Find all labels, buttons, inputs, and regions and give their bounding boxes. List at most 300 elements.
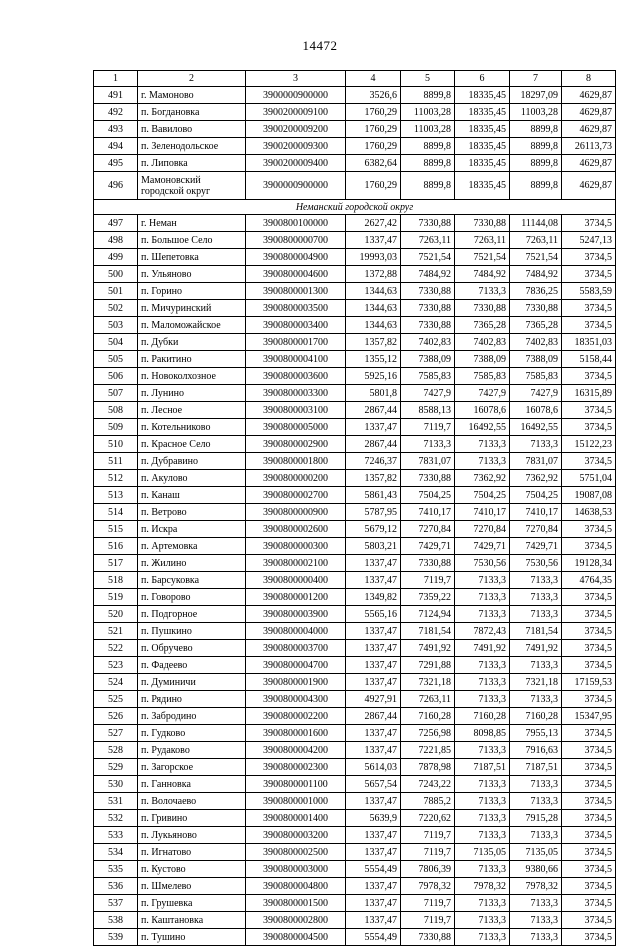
value-col-8: 3734,5 <box>562 300 616 317</box>
value-col-5: 7119,7 <box>401 895 455 912</box>
value-col-8: 4629,87 <box>562 155 616 172</box>
value-col-7: 7916,63 <box>510 742 562 759</box>
oktmo-code: 3900800001200 <box>246 589 346 606</box>
value-col-4: 5639,9 <box>346 810 401 827</box>
table-row <box>94 138 616 155</box>
value-col-7: 16078,6 <box>510 402 562 419</box>
value-col-5: 7256,98 <box>401 725 455 742</box>
row-number: 505 <box>94 351 138 368</box>
value-col-6: 7133,3 <box>455 742 510 759</box>
value-col-6: 18335,45 <box>455 155 510 172</box>
table-row <box>94 283 616 300</box>
value-col-7: 7187,51 <box>510 759 562 776</box>
row-number: 494 <box>94 138 138 155</box>
value-col-8: 3734,5 <box>562 368 616 385</box>
section-title: Неманский городской округ <box>94 200 616 215</box>
row-number: 501 <box>94 283 138 300</box>
value-col-4: 5803,21 <box>346 538 401 555</box>
value-col-8: 4629,87 <box>562 172 616 200</box>
oktmo-code: 3900800003000 <box>246 861 346 878</box>
value-col-7: 7388,09 <box>510 351 562 368</box>
value-col-7: 7978,32 <box>510 878 562 895</box>
settlement-name: п. Красное Село <box>138 436 246 453</box>
oktmo-code: 3900800005000 <box>246 419 346 436</box>
value-col-7: 7133,3 <box>510 691 562 708</box>
value-col-6: 7402,83 <box>455 334 510 351</box>
row-number: 534 <box>94 844 138 861</box>
value-col-6: 7530,56 <box>455 555 510 572</box>
settlement-name: п. Мичуринский <box>138 300 246 317</box>
table-row <box>94 453 616 470</box>
row-number: 537 <box>94 895 138 912</box>
value-col-5: 7359,22 <box>401 589 455 606</box>
row-number: 522 <box>94 640 138 657</box>
value-col-7: 11003,28 <box>510 104 562 121</box>
value-col-4: 1337,47 <box>346 419 401 436</box>
oktmo-code: 3900800001900 <box>246 674 346 691</box>
oktmo-code: 3900200009300 <box>246 138 346 155</box>
oktmo-code: 3900800002700 <box>246 487 346 504</box>
value-col-7: 7133,3 <box>510 657 562 674</box>
settlement-name: п. Игнатово <box>138 844 246 861</box>
value-col-8: 3734,5 <box>562 657 616 674</box>
value-col-7: 7484,92 <box>510 266 562 283</box>
table-row <box>94 589 616 606</box>
value-col-6: 7491,92 <box>455 640 510 657</box>
value-col-8: 3734,5 <box>562 776 616 793</box>
value-col-5: 7321,18 <box>401 674 455 691</box>
row-number: 539 <box>94 929 138 946</box>
value-col-7: 7321,18 <box>510 674 562 691</box>
value-col-4: 5787,95 <box>346 504 401 521</box>
value-col-7: 7133,3 <box>510 436 562 453</box>
value-col-8: 3734,5 <box>562 742 616 759</box>
value-col-7: 7133,3 <box>510 776 562 793</box>
settlement-name: п. Артемовка <box>138 538 246 555</box>
value-col-6: 7187,51 <box>455 759 510 776</box>
oktmo-code: 3900800000200 <box>246 470 346 487</box>
table-row <box>94 385 616 402</box>
value-col-8: 16315,89 <box>562 385 616 402</box>
table-row <box>94 895 616 912</box>
row-number: 536 <box>94 878 138 895</box>
row-number: 508 <box>94 402 138 419</box>
value-col-6: 16492,55 <box>455 419 510 436</box>
value-col-6: 7429,71 <box>455 538 510 555</box>
value-col-4: 1337,47 <box>346 640 401 657</box>
settlement-name: п. Дубравино <box>138 453 246 470</box>
value-col-4: 5861,43 <box>346 487 401 504</box>
value-col-4: 6382,64 <box>346 155 401 172</box>
table-row <box>94 317 616 334</box>
value-col-5: 7504,25 <box>401 487 455 504</box>
value-col-8: 15122,23 <box>562 436 616 453</box>
value-col-7: 7133,3 <box>510 929 562 946</box>
value-col-6: 7133,3 <box>455 912 510 929</box>
settlement-name: п. Тушино <box>138 929 246 946</box>
table-row <box>94 691 616 708</box>
value-col-5: 7521,54 <box>401 249 455 266</box>
table-row <box>94 215 616 232</box>
value-col-7: 7521,54 <box>510 249 562 266</box>
value-col-6: 7427,9 <box>455 385 510 402</box>
row-number: 518 <box>94 572 138 589</box>
value-col-5: 7402,83 <box>401 334 455 351</box>
table-row <box>94 912 616 929</box>
value-col-7: 8899,8 <box>510 172 562 200</box>
value-col-4: 2867,44 <box>346 402 401 419</box>
settlement-name: п. Липовка <box>138 155 246 172</box>
oktmo-code: 3900800003200 <box>246 827 346 844</box>
value-col-7: 7133,3 <box>510 606 562 623</box>
value-col-5: 7330,88 <box>401 317 455 334</box>
value-col-5: 7133,3 <box>401 436 455 453</box>
value-col-5: 8899,8 <box>401 138 455 155</box>
row-number: 520 <box>94 606 138 623</box>
settlement-name: п. Волочаево <box>138 793 246 810</box>
row-number: 525 <box>94 691 138 708</box>
oktmo-code: 3900800003600 <box>246 368 346 385</box>
value-col-4: 1357,82 <box>346 334 401 351</box>
table-row <box>94 844 616 861</box>
value-col-8: 4629,87 <box>562 121 616 138</box>
value-col-5: 7491,92 <box>401 640 455 657</box>
value-col-5: 7330,88 <box>401 215 455 232</box>
value-col-7: 7429,71 <box>510 538 562 555</box>
value-col-4: 1337,47 <box>346 844 401 861</box>
value-col-4: 1337,47 <box>346 555 401 572</box>
value-col-5: 7221,85 <box>401 742 455 759</box>
table-row <box>94 121 616 138</box>
row-number: 503 <box>94 317 138 334</box>
row-number: 521 <box>94 623 138 640</box>
value-col-7: 7181,54 <box>510 623 562 640</box>
value-col-8: 3734,5 <box>562 249 616 266</box>
value-col-6: 7133,3 <box>455 283 510 300</box>
oktmo-code: 3900800004900 <box>246 249 346 266</box>
value-col-8: 3734,5 <box>562 844 616 861</box>
settlement-name: п. Думиничи <box>138 674 246 691</box>
value-col-4: 1337,47 <box>346 674 401 691</box>
value-col-7: 7133,3 <box>510 589 562 606</box>
value-col-8: 3734,5 <box>562 827 616 844</box>
settlement-name: п. Фадеево <box>138 657 246 674</box>
settlement-name: п. Рядино <box>138 691 246 708</box>
table-row <box>94 368 616 385</box>
settlement-name: Мамоновский городской округ <box>138 172 246 200</box>
value-col-4: 1344,63 <box>346 283 401 300</box>
value-col-8: 3734,5 <box>562 912 616 929</box>
row-number: 516 <box>94 538 138 555</box>
value-col-7: 7491,92 <box>510 640 562 657</box>
oktmo-code: 3900200009100 <box>246 104 346 121</box>
oktmo-code: 3900800004700 <box>246 657 346 674</box>
value-col-6: 7133,3 <box>455 657 510 674</box>
oktmo-code: 3900000900000 <box>246 172 346 200</box>
table-row <box>94 232 616 249</box>
value-col-6: 7133,3 <box>455 776 510 793</box>
value-col-6: 18335,45 <box>455 138 510 155</box>
value-col-6: 7135,05 <box>455 844 510 861</box>
value-col-4: 1344,63 <box>346 300 401 317</box>
value-col-5: 7270,84 <box>401 521 455 538</box>
oktmo-code: 3900800001300 <box>246 283 346 300</box>
value-col-6: 8098,85 <box>455 725 510 742</box>
value-col-8: 5158,44 <box>562 351 616 368</box>
value-col-4: 1760,29 <box>346 104 401 121</box>
value-col-4: 1760,29 <box>346 172 401 200</box>
row-number: 502 <box>94 300 138 317</box>
value-col-4: 19993,03 <box>346 249 401 266</box>
oktmo-code: 3900800004800 <box>246 878 346 895</box>
value-col-8: 26113,73 <box>562 138 616 155</box>
settlement-name: п. Говорово <box>138 589 246 606</box>
oktmo-code: 3900800003100 <box>246 402 346 419</box>
value-col-4: 2867,44 <box>346 708 401 725</box>
settlement-name: п. Подгорное <box>138 606 246 623</box>
value-col-6: 7133,3 <box>455 674 510 691</box>
value-col-4: 3526,6 <box>346 87 401 104</box>
oktmo-code: 3900000900000 <box>246 87 346 104</box>
value-col-5: 7330,88 <box>401 470 455 487</box>
settlement-name: п. Вавилово <box>138 121 246 138</box>
row-number: 491 <box>94 87 138 104</box>
value-col-5: 7585,83 <box>401 368 455 385</box>
value-col-5: 7291,88 <box>401 657 455 674</box>
value-col-7: 7160,28 <box>510 708 562 725</box>
oktmo-code: 3900800002500 <box>246 844 346 861</box>
value-col-8: 4764,35 <box>562 572 616 589</box>
value-col-8: 3734,5 <box>562 589 616 606</box>
value-col-4: 1344,63 <box>346 317 401 334</box>
value-col-6: 7330,88 <box>455 215 510 232</box>
value-col-4: 1760,29 <box>346 121 401 138</box>
oktmo-code: 3900800001700 <box>246 334 346 351</box>
table-row <box>94 623 616 640</box>
table-row <box>94 538 616 555</box>
value-col-4: 1349,82 <box>346 589 401 606</box>
settlement-name: п. Каштановка <box>138 912 246 929</box>
value-col-4: 5679,12 <box>346 521 401 538</box>
settlement-name: п. Гудково <box>138 725 246 742</box>
value-col-5: 11003,28 <box>401 104 455 121</box>
value-col-6: 7362,92 <box>455 470 510 487</box>
value-col-8: 3734,5 <box>562 691 616 708</box>
value-col-5: 7263,11 <box>401 691 455 708</box>
value-col-6: 7484,92 <box>455 266 510 283</box>
column-header: 3 <box>246 71 346 87</box>
value-col-7: 7330,88 <box>510 300 562 317</box>
value-col-8: 3734,5 <box>562 317 616 334</box>
value-col-8: 4629,87 <box>562 87 616 104</box>
column-header: 4 <box>346 71 401 87</box>
value-col-7: 7133,3 <box>510 793 562 810</box>
table-row <box>94 793 616 810</box>
value-col-4: 5614,03 <box>346 759 401 776</box>
oktmo-code: 3900800002900 <box>246 436 346 453</box>
row-number: 495 <box>94 155 138 172</box>
oktmo-code: 3900800003900 <box>246 606 346 623</box>
value-col-5: 7330,88 <box>401 283 455 300</box>
value-col-6: 7388,09 <box>455 351 510 368</box>
oktmo-code: 3900800001500 <box>246 895 346 912</box>
value-col-8: 19087,08 <box>562 487 616 504</box>
table-row <box>94 606 616 623</box>
value-col-4: 4927,91 <box>346 691 401 708</box>
value-col-4: 1337,47 <box>346 232 401 249</box>
oktmo-code: 3900800004100 <box>246 351 346 368</box>
table-row <box>94 708 616 725</box>
value-col-8: 3734,5 <box>562 419 616 436</box>
value-col-8: 5247,13 <box>562 232 616 249</box>
row-number: 538 <box>94 912 138 929</box>
row-number: 533 <box>94 827 138 844</box>
value-col-7: 7410,17 <box>510 504 562 521</box>
table-row <box>94 155 616 172</box>
value-col-8: 3734,5 <box>562 215 616 232</box>
oktmo-code: 3900800004000 <box>246 623 346 640</box>
row-number: 515 <box>94 521 138 538</box>
column-header: 1 <box>94 71 138 87</box>
settlement-name: п. Лукьяново <box>138 827 246 844</box>
settlement-name: п. Загорское <box>138 759 246 776</box>
value-col-6: 7410,17 <box>455 504 510 521</box>
settlement-name: п. Большое Село <box>138 232 246 249</box>
value-col-8: 3734,5 <box>562 929 616 946</box>
settlement-name: п. Шепетовка <box>138 249 246 266</box>
column-header: 2 <box>138 71 246 87</box>
settlement-name: п. Жилино <box>138 555 246 572</box>
settlement-name: п. Кустово <box>138 861 246 878</box>
value-col-4: 1337,47 <box>346 793 401 810</box>
row-number: 511 <box>94 453 138 470</box>
row-number: 500 <box>94 266 138 283</box>
oktmo-code: 3900800001100 <box>246 776 346 793</box>
value-col-4: 1337,47 <box>346 895 401 912</box>
oktmo-code: 3900800000300 <box>246 538 346 555</box>
value-col-8: 3734,5 <box>562 895 616 912</box>
value-col-5: 7119,7 <box>401 572 455 589</box>
value-col-5: 7181,54 <box>401 623 455 640</box>
value-col-8: 18351,03 <box>562 334 616 351</box>
value-col-5: 7119,7 <box>401 844 455 861</box>
value-col-4: 1355,12 <box>346 351 401 368</box>
oktmo-code: 3900800100000 <box>246 215 346 232</box>
value-col-7: 7915,28 <box>510 810 562 827</box>
settlement-name: п. Новоколхозное <box>138 368 246 385</box>
value-col-7: 7270,84 <box>510 521 562 538</box>
table-row <box>94 104 616 121</box>
oktmo-code: 3900800003300 <box>246 385 346 402</box>
row-number: 504 <box>94 334 138 351</box>
value-col-7: 7831,07 <box>510 453 562 470</box>
settlement-name: п. Обручево <box>138 640 246 657</box>
value-col-5: 7119,7 <box>401 827 455 844</box>
value-col-4: 1337,47 <box>346 827 401 844</box>
value-col-6: 7521,54 <box>455 249 510 266</box>
value-col-6: 7133,3 <box>455 929 510 946</box>
table-row <box>94 555 616 572</box>
oktmo-code: 3900800002200 <box>246 708 346 725</box>
oktmo-code: 3900800003400 <box>246 317 346 334</box>
row-number: 499 <box>94 249 138 266</box>
oktmo-code: 3900800002800 <box>246 912 346 929</box>
value-col-7: 8899,8 <box>510 121 562 138</box>
page-number: 14472 <box>302 38 338 53</box>
value-col-6: 7365,28 <box>455 317 510 334</box>
settlement-name: п. Барсуковка <box>138 572 246 589</box>
row-number: 526 <box>94 708 138 725</box>
value-col-5: 7978,32 <box>401 878 455 895</box>
value-col-5: 7160,28 <box>401 708 455 725</box>
column-header: 6 <box>455 71 510 87</box>
row-number: 535 <box>94 861 138 878</box>
value-col-5: 8899,8 <box>401 87 455 104</box>
value-col-4: 5554,49 <box>346 929 401 946</box>
table-row <box>94 487 616 504</box>
table-row <box>94 172 616 200</box>
row-number: 497 <box>94 215 138 232</box>
value-col-7: 7135,05 <box>510 844 562 861</box>
value-col-4: 1357,82 <box>346 470 401 487</box>
value-col-7: 11144,08 <box>510 215 562 232</box>
table-row <box>94 640 616 657</box>
oktmo-code: 3900800001800 <box>246 453 346 470</box>
value-col-5: 7220,62 <box>401 810 455 827</box>
value-col-6: 18335,45 <box>455 104 510 121</box>
value-col-5: 7330,88 <box>401 555 455 572</box>
value-col-8: 17159,53 <box>562 674 616 691</box>
value-col-5: 7263,11 <box>401 232 455 249</box>
row-number: 492 <box>94 104 138 121</box>
oktmo-code: 3900800002100 <box>246 555 346 572</box>
value-col-5: 7330,88 <box>401 300 455 317</box>
oktmo-code: 3900800004500 <box>246 929 346 946</box>
section-row <box>94 200 616 215</box>
value-col-6: 7160,28 <box>455 708 510 725</box>
settlement-name: п. Гривино <box>138 810 246 827</box>
value-col-7: 7133,3 <box>510 912 562 929</box>
value-col-7: 7427,9 <box>510 385 562 402</box>
table-header-row <box>94 71 616 87</box>
row-number: 517 <box>94 555 138 572</box>
row-number: 498 <box>94 232 138 249</box>
value-col-4: 1337,47 <box>346 657 401 674</box>
value-col-5: 7429,71 <box>401 538 455 555</box>
row-number: 529 <box>94 759 138 776</box>
value-col-6: 7133,3 <box>455 436 510 453</box>
value-col-5: 7427,9 <box>401 385 455 402</box>
table-row <box>94 249 616 266</box>
value-col-6: 18335,45 <box>455 121 510 138</box>
value-col-5: 7330,88 <box>401 929 455 946</box>
row-number: 510 <box>94 436 138 453</box>
value-col-7: 7530,56 <box>510 555 562 572</box>
table-row <box>94 504 616 521</box>
value-col-6: 7133,3 <box>455 793 510 810</box>
value-col-8: 3734,5 <box>562 878 616 895</box>
oktmo-code: 3900800003500 <box>246 300 346 317</box>
value-col-6: 7270,84 <box>455 521 510 538</box>
settlement-name: п. Акулово <box>138 470 246 487</box>
row-number: 512 <box>94 470 138 487</box>
value-col-6: 18335,45 <box>455 172 510 200</box>
value-col-6: 7263,11 <box>455 232 510 249</box>
settlement-name: п. Котельниково <box>138 419 246 436</box>
value-col-7: 7133,3 <box>510 827 562 844</box>
value-col-8: 3734,5 <box>562 402 616 419</box>
value-col-4: 5657,54 <box>346 776 401 793</box>
